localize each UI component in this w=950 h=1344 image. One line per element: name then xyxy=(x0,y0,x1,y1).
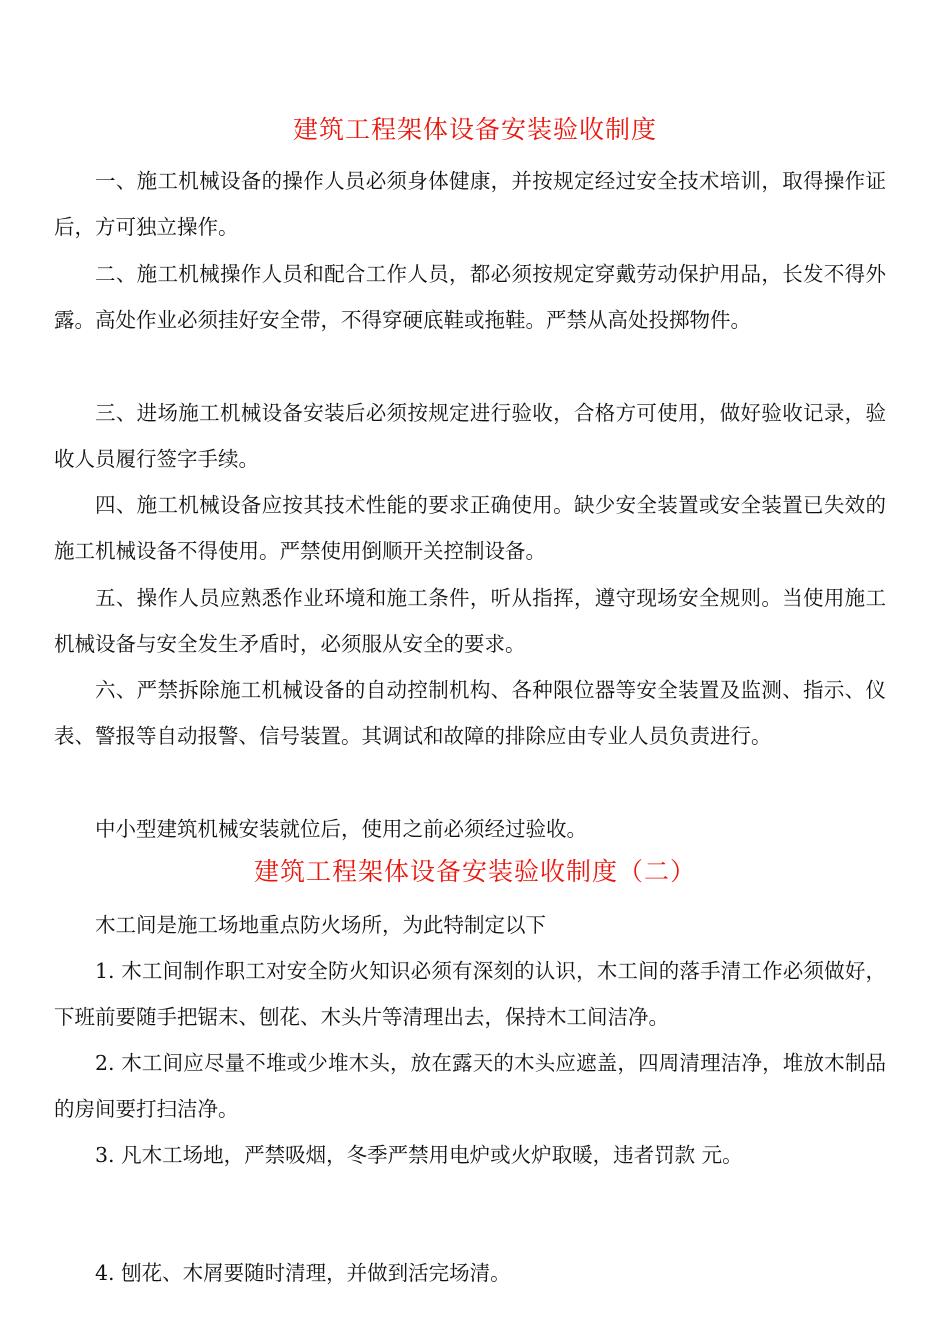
section1-title: 建筑工程架体设备安装验收制度 xyxy=(292,115,657,144)
section1-paragraph-3: 三、进场施工机械设备安装后必须按规定进行验收，合格方可使用，做好验收记录，验收人员履行签字手续。 xyxy=(54,401,886,471)
section2-intro: 木工间是施工场地重点防火场所，为此特制定以下 xyxy=(95,913,546,937)
section2-item-3: 3. 凡木工场地，严禁吸烟，冬季严禁用电炉或火炉取暖，违者罚款 元。 xyxy=(95,1143,743,1167)
section1-paragraph-7: 中小型建筑机械安装就位后，使用之前必须经过验收。 xyxy=(95,817,587,841)
section1-paragraph-4: 四、施工机械设备应按其技术性能的要求正确使用。缺少安全装置或安全装置已失效的施工机械设备不得使用。严禁使用倒顺开关控制设备。 xyxy=(54,493,886,563)
section1-paragraph-6: 六、严禁拆除施工机械设备的自动控制机构、各种限位器等安全装置及监测、指示、仪表、警报等自动报警、信号装置。其调试和故障的排除应由专业人员负责进行。 xyxy=(54,678,886,748)
section2-item-4: 4. 刨花、木屑要随时清理，并做到活完场清。 xyxy=(95,1261,511,1285)
section2-item-2: 2. 木工间应尽量不堆或少堆木头，放在露天的木头应遮盖，四周清理洁净，堆放木制品的房间要打扫洁净。 xyxy=(54,1051,886,1121)
section1-paragraph-1: 一、施工机械设备的操作人员必须身体健康，并按规定经过安全技术培训，取得操作证后，方可独立操作。 xyxy=(54,169,886,239)
section1-paragraph-2: 二、施工机械操作人员和配合工作人员，都必须按规定穿戴劳动保护用品，长发不得外露。高处作业必须挂好安全带，不得穿硬底鞋或拖鞋。严禁从高处投掷物件。 xyxy=(54,262,886,332)
section2-title: 建筑工程架体设备安装验收制度（二） xyxy=(253,857,696,886)
section2-item-1: 1. 木工间制作职工对安全防火知识必须有深刻的认识，木工间的落手清工作必须做好，下班前要随手把锯末、刨花、木头片等清理出去，保持木工间洁净。 xyxy=(54,959,886,1029)
section1-paragraph-5: 五、操作人员应熟悉作业环境和施工条件，听从指挥，遵守现场安全规则。当使用施工机械设备与安全发生矛盾时，必须服从安全的要求。 xyxy=(54,586,886,656)
